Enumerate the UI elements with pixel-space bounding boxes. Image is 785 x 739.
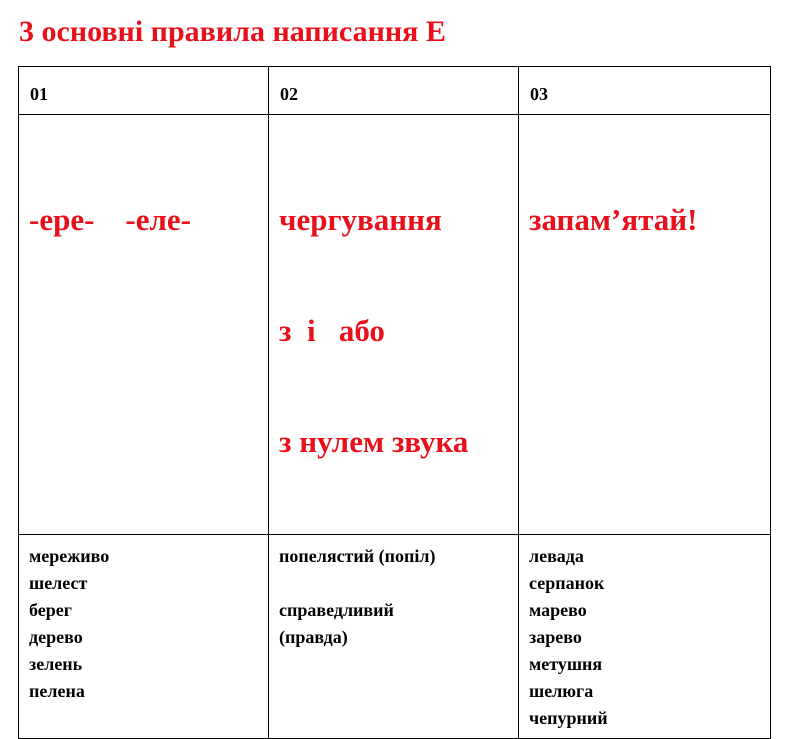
rule-number: 01 [30, 84, 48, 104]
word-list [269, 535, 518, 651]
example-word: попелястий (попіл) [279, 546, 436, 566]
rule-cell-02 [269, 115, 519, 535]
rule-cell-01 [19, 115, 269, 535]
example-word: зелень [29, 654, 83, 674]
rule-line: -ере- -еле- [29, 202, 191, 237]
example-word: шелест [29, 573, 88, 593]
example-word: мереживо [29, 546, 110, 566]
example-word: справедливий [279, 600, 394, 620]
example-word: пелена [29, 681, 85, 701]
rule-number: 02 [280, 84, 298, 104]
example-word: (правда) [279, 627, 348, 647]
rule-line: запам’ятай! [529, 202, 698, 237]
rule-line: з і або [279, 313, 385, 348]
rule-heading [269, 115, 518, 534]
page-title: 3 основні правила написання Е [19, 15, 446, 48]
word-list [19, 535, 268, 705]
rule-cell-03 [519, 115, 771, 535]
rule-heading [19, 115, 268, 312]
example-word: берег [29, 600, 72, 620]
example-word: чепурний [529, 708, 608, 728]
rule-line: чергування [279, 202, 442, 237]
examples-row [19, 535, 771, 739]
blank-line [279, 570, 518, 597]
examples-cell-02 [269, 535, 519, 739]
rules-table [18, 66, 771, 739]
word-list [519, 535, 770, 732]
examples-cell-03 [519, 535, 771, 739]
number-cell-01 [19, 67, 269, 115]
example-word: шелюга [529, 681, 594, 701]
example-word: метушня [529, 654, 603, 674]
number-cell-02 [269, 67, 519, 115]
example-word: серпанок [529, 573, 605, 593]
number-cell-03 [519, 67, 771, 115]
example-word: дерево [29, 627, 83, 647]
example-word: зарево [529, 627, 582, 647]
examples-cell-01 [19, 535, 269, 739]
example-word: левада [529, 546, 584, 566]
example-word: марево [529, 600, 587, 620]
rule-row [19, 115, 771, 535]
rule-number: 03 [530, 84, 548, 104]
rule-heading [519, 115, 770, 312]
number-row [19, 67, 771, 115]
rule-line: з нулем звука [279, 424, 469, 459]
